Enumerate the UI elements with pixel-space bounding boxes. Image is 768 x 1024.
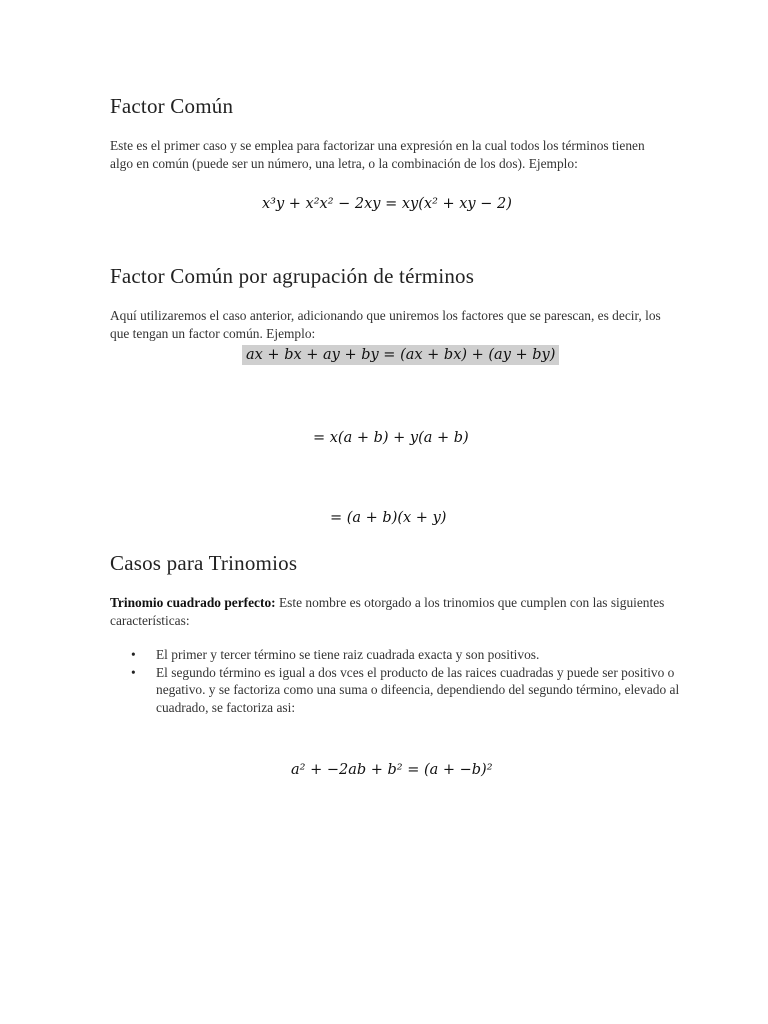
- section-paragraph-trinomios: [110, 594, 665, 629]
- characteristics-list: [110, 646, 706, 716]
- section-heading-factor-comun: Factor Común: [110, 94, 234, 118]
- list-item: • El segundo término es igual a dos vces el producto de las raices cuadradas y puede ser positivo o negativo. y se factoriza como una suma o difeencia, dependiendo del segundo término, elevado al cuadrado, se factoriza asi:: [156, 664, 706, 717]
- list-item: • El primer y tercer término se tiene raiz cuadrada exacta y son positivos.: [156, 646, 706, 664]
- section-heading-trinomios: Casos para Trinomios: [110, 551, 298, 575]
- formula-agrupacion-highlighted: [242, 347, 559, 363]
- formula-trinomio: a² + −2ab + b² = (a + −b)²: [291, 762, 493, 778]
- section-paragraph-agrupacion: Aquí utilizaremos el caso anterior, adicionando que uniremos los factores que se parescan, es decir, los que tengan un factor común. Ejemplo:: [110, 308, 661, 341]
- formula-highlight: ax + bx + ay + by = (ax + bx) + (ay + by): [242, 345, 559, 365]
- term-trinomio-cuadrado-perfecto: Trinomio cuadrado perfecto:: [110, 595, 276, 610]
- formula-factor-comun: x³y + x²x² − 2xy = xy(x² + xy − 2): [262, 196, 512, 212]
- trinomio-definition-text: Este nombre es otorgado a los trinomios que cumplen con las siguientes características:: [110, 595, 665, 628]
- formula-agrupacion-step3: = (a + b)(x + y): [330, 510, 447, 526]
- section-heading-agrupacion: Factor Común por agrupación de términos: [110, 264, 475, 288]
- formula-agrupacion-step2: = x(a + b) + y(a + b): [313, 430, 469, 446]
- section-paragraph-factor-comun: Este es el primer caso y se emplea para factorizar una expresión en la cual todos los términos tienen algo en común (puede ser un número, una letra, o la combinación de los dos). Ejemplo:: [110, 138, 645, 171]
